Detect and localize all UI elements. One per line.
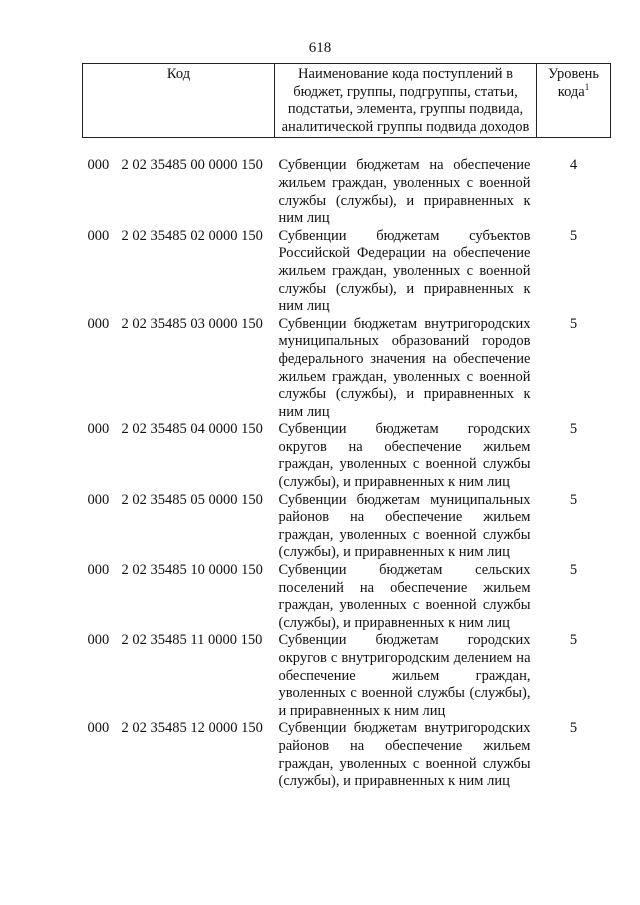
name-cell: Субвенции бюджетам субъектов Российской Федерации на обеспечение жильем граждан, уволенных с военной службы (службы), и приравненных к ним лиц [278,227,531,315]
header-level [537,64,611,138]
admin-code: 000 [87,720,110,737]
level-cell: 5 [569,562,578,579]
name-cell: Субвенции бюджетам внутригородских муниципальных образований городов федерального значения на обеспечение жильем граждан, уволенных с военной службы (службы), и приравненных к ним лиц [278,315,531,420]
code-cell [83,562,275,632]
level-cell: 5 [569,315,578,332]
level-cell: 5 [569,227,578,244]
level-cell: 5 [569,720,578,737]
admin-code: 000 [87,315,110,332]
code-cell [83,157,275,227]
header-level-label: Уровень кода [547,66,600,100]
admin-code: 000 [87,491,110,508]
header-level-footnote: 1 [584,81,590,92]
admin-code: 000 [87,562,110,579]
table-row [83,562,611,632]
level-cell: 4 [569,157,578,174]
budget-code: 2 02 35485 12 0000 150 [121,720,263,737]
table-row [83,421,611,491]
name-cell: Субвенции бюджетам городских округов с внутригородским делением на обеспечение жильем граждан, уволенных с военной службы (службы), и приравненных к ним лиц [278,632,531,719]
code-cell [83,421,275,491]
code-cell [83,228,275,316]
table-row [83,228,611,316]
budget-code: 2 02 35485 03 0000 150 [121,315,263,332]
code-cell [83,316,275,422]
level-cell: 5 [569,421,578,438]
name-cell: Субвенции бюджетам муниципальных районов на обеспечение жильем граждан, уволенных с военной службы (службы), и приравненных к ним лиц [278,491,531,561]
table-header [83,64,611,138]
table-row [83,632,611,720]
code-cell [83,720,275,790]
code-cell [83,492,275,562]
name-cell: Субвенции бюджетам на обеспечение жильем граждан, уволенных с военной службы (службы), и приравненных к ним лиц [278,157,531,227]
budget-code: 2 02 35485 05 0000 150 [121,491,263,508]
name-cell: Субвенции бюджетам сельских поселений на обеспечение жильем граждан, уволенных с военной службы (службы), и приравненных к ним лиц [278,562,531,631]
table-row [83,157,611,227]
budget-code: 2 02 35485 00 0000 150 [121,157,263,174]
table-row [83,492,611,562]
level-cell: 5 [569,632,578,649]
revenue-code-table [82,63,611,791]
header-name: Наименование кода поступлений в бюджет, группы, подгруппы, статьи, подстатьи, элемента, группы подвида, аналитической группы подвида доходов [275,64,537,138]
page-number: 618 [308,40,332,56]
name-cell: Субвенции бюджетам городских округов на обеспечение жильем граждан, уволенных с военной службы (службы), и приравненных к ним лиц [278,421,531,491]
budget-code: 2 02 35485 10 0000 150 [121,562,263,579]
admin-code: 000 [87,632,110,649]
code-cell [83,632,275,720]
table-row [83,316,611,422]
table-row [83,720,611,790]
budget-code: 2 02 35485 04 0000 150 [121,421,263,438]
budget-code: 2 02 35485 11 0000 150 [121,632,263,649]
level-cell: 5 [569,491,578,508]
header-code: Код [83,64,275,138]
admin-code: 000 [87,421,110,438]
admin-code: 000 [87,227,110,244]
admin-code: 000 [87,157,110,174]
budget-code: 2 02 35485 02 0000 150 [121,227,263,244]
table-spacer [83,138,611,158]
table-body [83,138,611,791]
name-cell: Субвенции бюджетам внутригородских районов на обеспечение жильем граждан, уволенных с военной службы (службы), и приравненных к ним лиц [278,720,531,790]
